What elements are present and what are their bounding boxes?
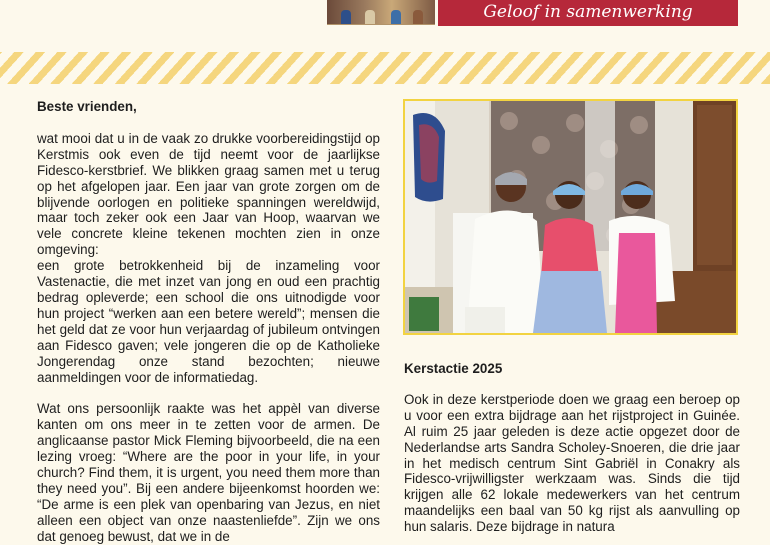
header-photo [327, 0, 435, 25]
kerstactie-title: Kerstactie 2025 [404, 361, 503, 376]
letter-greeting: Beste vrienden, [37, 99, 137, 114]
letter-paragraph: wat mooi dat u in de vaak zo drukke voorbereidingstijd op Kerstmis ook even de tijd neemt voor de jaarlijkse Fidesco-kerstbrief. We blikken graag samen met u terug op het afgelopen jaar. Een jaar van grote zorgen om de blijvende oorlogen en politieke spanningen wereldwijd, maar toch zeker ook een Jaar van Hoop, waarvan we vele concrete kleine tekenen mochten zien in onze omgeving: [37, 130, 380, 258]
kerstactie-body: Ook in deze kerstperiode doen we graag een beroep op u voor een extra bijdrage aan het rijstproject in Guinée. Al ruim 25 jaar geleden is deze actie opgezet door de Nederlandse arts Sandra Scholey-Snoeren, die drie jaar in het medisch centrum Sint Gabriël in Conakry als Fidesco-vrijwilligster werkzaam was. Sinds die tijd krijgen alle 62 lokale medewerkers van het centrum maandelijks een baal van 50 kg rijst als aanvulling op hun salaris. Deze bijdrage in natura [404, 391, 740, 535]
tagline-banner: Geloof in samenwerking [438, 0, 738, 26]
kerstactie-column [404, 361, 740, 535]
letter-paragraph: Wat ons persoonlijk raakte was het appèl van diverse kanten om ons meer in te zetten voor de armen. De anglicaanse pastor Mick Fleming bijvoorbeeld, die na een lezing vroeg: “Where are the poor in your life, in your church? Find them, it is urgent, you need them more than they need you”. Bij een andere bijeenkomst hoorden we: “De arme is een plek van openbaring van Jezus, en niet alleen een object van onze naastenliefde”. Zijn we ons dat genoeg bewust, dat we in de [37, 401, 380, 544]
decorative-stripe [0, 52, 770, 84]
letter-column [37, 99, 380, 545]
letter-paragraph: een grote betrokkenheid bij de inzameling voor Vastenactie, die met inzet van jong en oud een prachtig bedrag opleverde; een school die ons uitnodigde voor hun project “werken aan een betere wereld”; mensen die het geld dat ze voor hun verjaardag of jubileum ontvingen aan Fidesco gaven; vele jongeren die op de Katholieke Jongerendag onze stand bezochten; nieuwe aanmeldingen voor de informatiedag. [37, 258, 380, 385]
nurses-photo [403, 99, 738, 335]
